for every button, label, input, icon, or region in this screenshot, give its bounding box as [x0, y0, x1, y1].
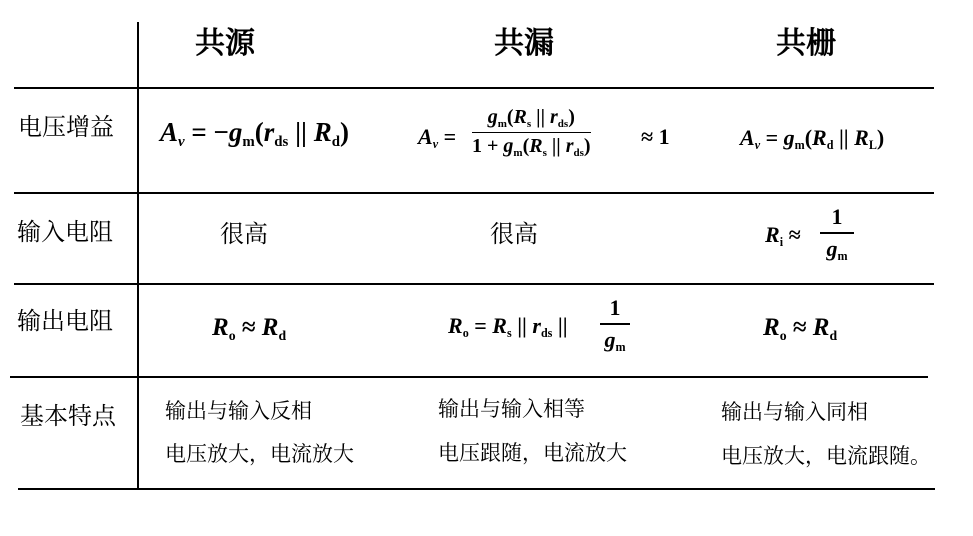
row-label-voltage-gain: 电压增益	[18, 113, 114, 141]
header-common-drain: 共漏	[494, 26, 554, 61]
cg-gain-formula: $A_v = g_m(R_d$ || $R_L$)	[740, 125, 885, 153]
cg-feature-line1: 输出与输入同相	[721, 400, 868, 424]
cs-feature-line1: 输出与输入反相	[165, 399, 312, 423]
cs-output-formula: $R_o \approx R_d$	[212, 314, 287, 343]
header-common-gate: 共栅	[776, 26, 836, 61]
row-label-basic-features: 基本特点	[20, 402, 116, 430]
cg-input-fraction: 1 $g_m$	[820, 204, 854, 264]
cg-output-formula: $R_o \approx R_d$	[763, 314, 838, 343]
cg-input-lhs: $R_i$ ≈	[765, 222, 801, 250]
cd-input-resistance: 很高	[490, 220, 538, 248]
header-divider	[14, 87, 934, 89]
cd-feature-line1: 输出与输入相等	[438, 397, 585, 421]
row-label-input-resistance: 输入电阻	[17, 218, 113, 246]
cd-output-fraction: 1 $g_m$	[600, 295, 630, 355]
row-divider-1	[14, 192, 934, 194]
cd-feature-line2: 电压跟随，电流放大	[438, 441, 627, 465]
cd-gain-lhs: $A_v$ =	[418, 124, 457, 152]
row-label-divider	[137, 22, 139, 488]
cd-output-lhs: $R_o = R_s$ || $r_{ds}$ ||	[448, 313, 568, 341]
cs-input-resistance: 很高	[220, 220, 268, 248]
row-divider-3	[10, 376, 928, 378]
row-label-output-resistance: 输出电阻	[17, 307, 113, 335]
cs-gain-formula: $A_v = -g_m(r_{ds}$ || $R_d$)	[160, 117, 350, 151]
table-bottom-line	[18, 488, 935, 490]
cs-feature-line2: 电压放大，电流放大	[165, 442, 354, 466]
cd-gain-fraction: $g_m(R_s$ || $r_{ds}$) $1 + g_m(R_s$ || $r_{ds}$)	[472, 106, 591, 160]
cd-gain-approx: ≈ 1	[641, 124, 670, 149]
cg-feature-line2: 电压放大，电流跟随。	[721, 444, 931, 468]
row-divider-2	[14, 283, 934, 285]
header-common-source: 共源	[195, 26, 255, 61]
